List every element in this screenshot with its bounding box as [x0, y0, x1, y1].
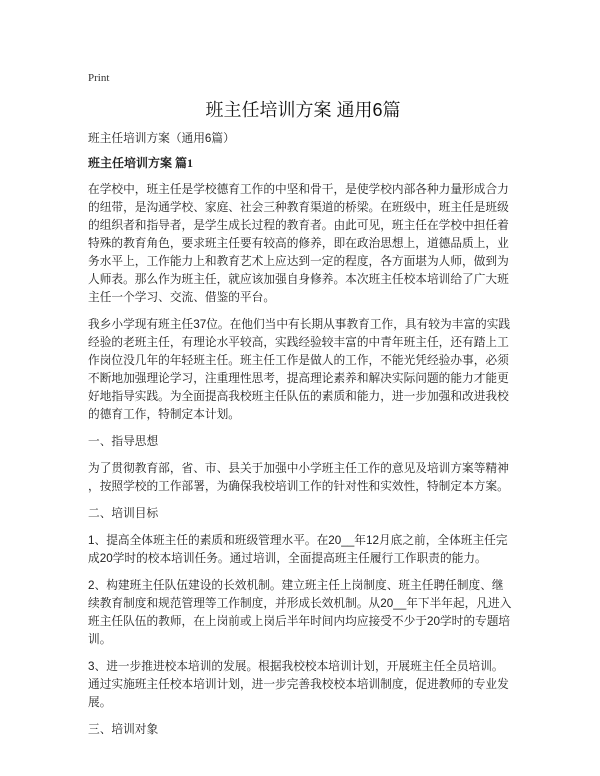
text-line: 的纽带，是沟通学校、家庭、社会三种教育渠道的桥梁。在班级中，班主任是班级: [88, 201, 509, 214]
text-line: 的德育工作，特制定本计划。: [88, 408, 240, 421]
text-line: 续教育制度和规范管理等工作制度，并形成长效机制。从20__年下半年起，凡进入: [88, 597, 512, 610]
text-line: 一、指导思想: [88, 435, 159, 448]
text-line: 成20学时的校本培训任务。通过培训，全面提高班主任履行工作职责的能力。: [88, 552, 487, 565]
text-line: 3、进一步推进校本培训的发展。根据我校校本培训计划，开展班主任全员培训。: [88, 660, 504, 673]
text-line: 我乡小学现有班主任37位。在他们当中有长期从事教育工作，具有较为丰富的实践: [88, 318, 511, 331]
text-line: 2、构建班主任队伍建设的长效机制。建立班主任上岗制度、班主任聘任制度、继: [88, 579, 504, 592]
paragraph: [88, 460, 518, 496]
document-body: [88, 181, 518, 739]
text-line: 经验的老班主任，有理论水平较高，实践经验较丰富的中青年班主任，还有踏上工: [88, 336, 509, 349]
text-line: 人师表。那么作为班主任，就应该加强自身修养。本次班主任校本培训给了广大班: [88, 273, 509, 286]
paragraph: [88, 433, 518, 451]
paragraph: [88, 721, 518, 739]
text-line: 为了贯彻教育部，省、市、县关于加强中小学班主任工作的意见及培训方案等精神: [88, 462, 509, 475]
text-line: 训。: [88, 633, 112, 646]
paragraph: [88, 181, 518, 307]
paragraph: [88, 505, 518, 523]
text-line: 好地指导实践。为全面提高我校班主任队伍的素质和能力，进一步加强和改进我校: [88, 390, 509, 403]
text-line: 通过实施班主任校本培训计划，进一步完善我校校本培训制度，促进教师的专业发: [88, 678, 509, 691]
paragraph: [88, 577, 518, 649]
paragraph: [88, 658, 518, 712]
print-link[interactable]: Print: [88, 72, 110, 84]
text-line: ，按照学校的工作部署，为确保我校培训工作的针对性和实效性，特制定本方案。: [88, 480, 509, 493]
document-title: 班主任培训方案 通用6篇: [205, 100, 401, 120]
section-heading: 班主任培训方案 篇1: [88, 156, 194, 170]
text-line: 展。: [88, 696, 112, 709]
text-line: 的组织者和指导者，是学生成长过程的教育者。由此可见，班主任在学校中担任着: [88, 219, 509, 232]
text-line: 1、提高全体班主任的素质和班级管理水平。在20__年12月底之前，全体班主任完: [88, 534, 508, 547]
text-line: 在学校中，班主任是学校德育工作的中坚和骨干，是使学校内部各种力量形成合力: [88, 183, 509, 196]
text-line: 特殊的教育角色，要求班主任要有较高的修养，即在政治思想上，道德品质上，业: [88, 237, 509, 250]
text-line: 主任一个学习、交流、借鉴的平台。: [88, 291, 276, 304]
paragraph: [88, 316, 518, 424]
text-line: 不断地加强理论学习，注重理性思考，提高理论素养和解决实际问题的能力才能更: [88, 372, 509, 385]
text-line: 二、培训目标: [88, 507, 159, 520]
text-line: 作岗位没几年的年轻班主任。班主任工作是做人的工作，不能光凭经验办事，必须: [88, 354, 509, 367]
paragraph: [88, 532, 518, 568]
document-subtitle: 班主任培训方案（通用6篇）: [88, 132, 235, 145]
document-page: [88, 70, 518, 739]
text-line: 三、培训对象: [88, 723, 159, 736]
text-line: 班主任队伍的教师，在上岗前或上岗后半年时间内均应接受不少于20学时的专题培: [88, 615, 511, 628]
text-line: 务水平上，工作能力上和教育艺术上应达到一定的程度，各方面堪为人师，做到为: [88, 255, 509, 268]
